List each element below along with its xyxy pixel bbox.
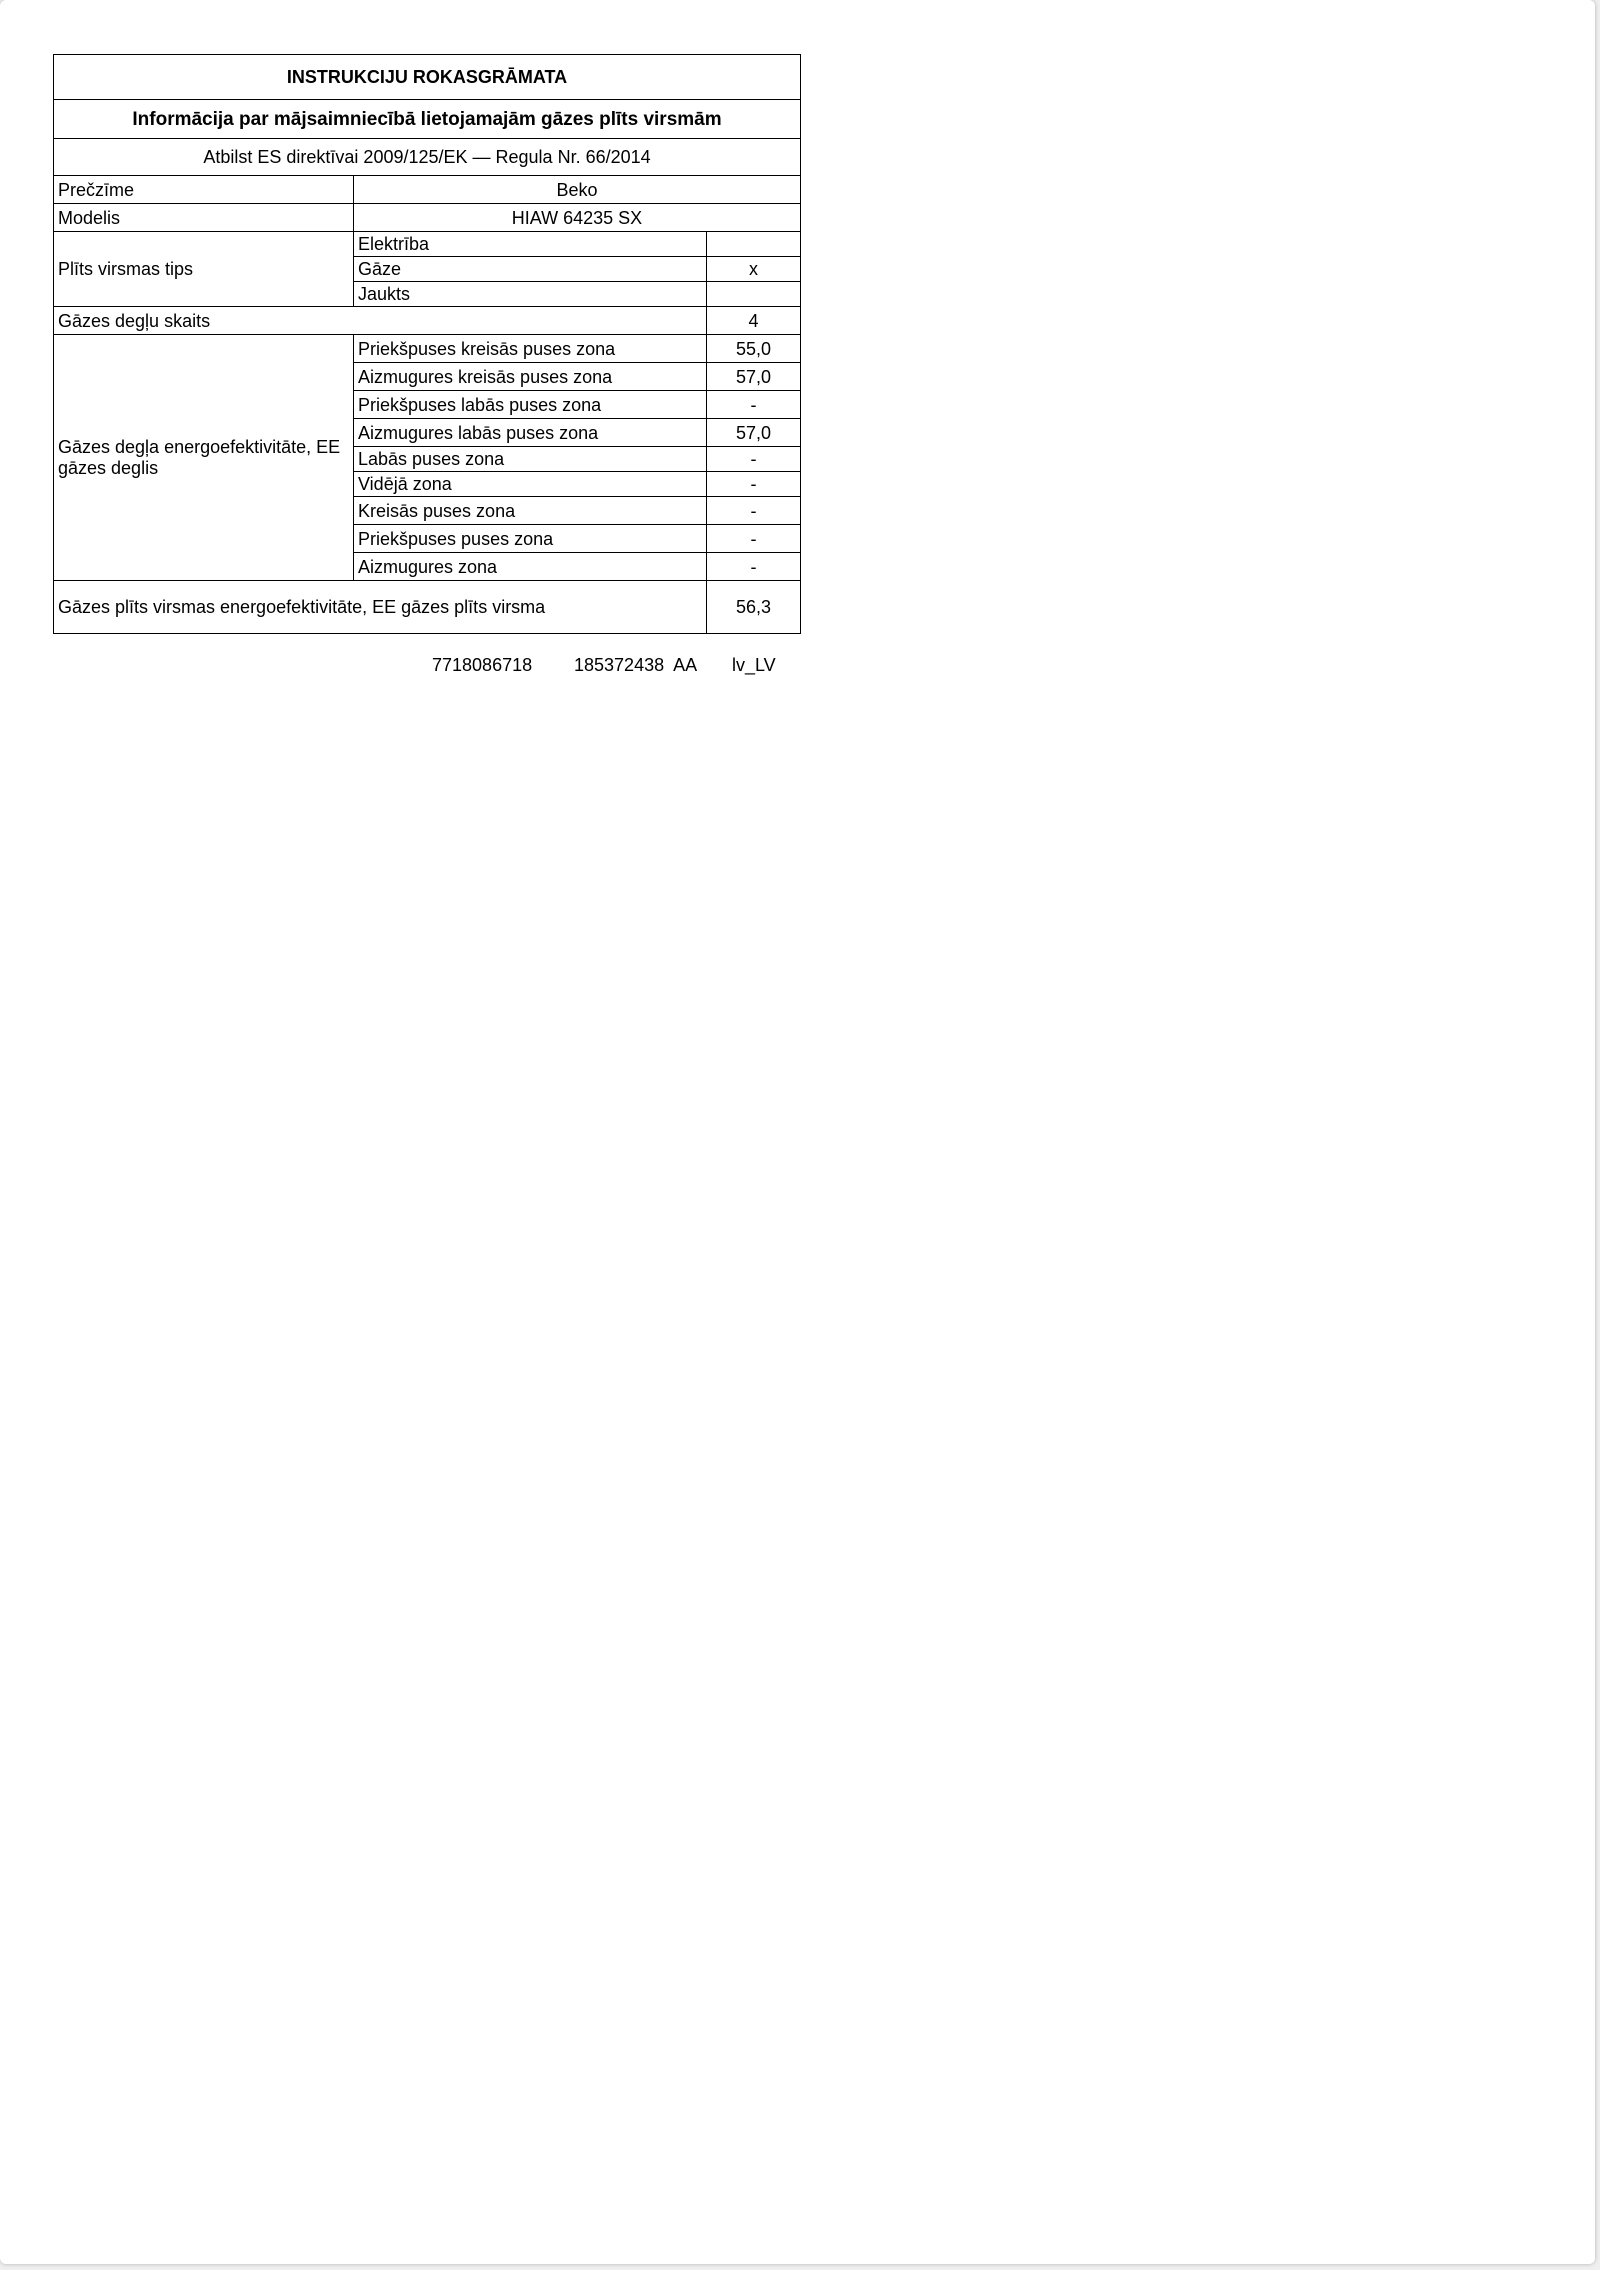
hob-type-option: Jaukts <box>354 282 707 307</box>
model-row <box>54 204 801 232</box>
zone-value: - <box>707 391 801 419</box>
zone-name: Vidējā zona <box>354 472 707 497</box>
product-info-table <box>53 54 801 634</box>
document-title: INSTRUKCIJU ROKASGRĀMATA <box>54 55 801 100</box>
hob-type-value <box>707 282 801 307</box>
hob-efficiency-value: 56,3 <box>707 581 801 634</box>
zone-name: Kreisās puses zona <box>354 497 707 525</box>
zone-name: Labās puses zona <box>354 447 707 472</box>
model-value: HIAW 64235 SX <box>354 204 801 232</box>
zone-name: Priekšpuses puses zona <box>354 525 707 553</box>
directive-text: Atbilst ES direktīvai 2009/125/EK — Regula Nr. 66/2014 <box>54 139 801 176</box>
zone-value: - <box>707 472 801 497</box>
document-subtitle: Informācija par mājsaimniecībā lietojamajām gāzes plīts virsmām <box>54 100 801 139</box>
burner-efficiency-label: Gāzes degļa energoefektivitāte, EE gāzes deglis <box>54 335 354 581</box>
zone-name: Aizmugures zona <box>354 553 707 581</box>
hob-type-value: x <box>707 257 801 282</box>
hob-efficiency-row <box>54 581 801 634</box>
zone-name: Priekšpuses labās puses zona <box>354 391 707 419</box>
hob-type-label: Plīts virsmas tips <box>54 232 354 307</box>
hob-efficiency-label: Gāzes plīts virsmas energoefektivitāte, EE gāzes plīts virsma <box>54 581 707 634</box>
zone-value: 57,0 <box>707 363 801 391</box>
zone-name: Aizmugures labās puses zona <box>354 419 707 447</box>
brand-row <box>54 176 801 204</box>
model-label: Modelis <box>54 204 354 232</box>
burner-count-label: Gāzes degļu skaits <box>54 307 707 335</box>
zone-value: 55,0 <box>707 335 801 363</box>
hob-type-option: Gāze <box>354 257 707 282</box>
footer-code-1: 7718086718 <box>432 655 533 675</box>
zone-value: - <box>707 497 801 525</box>
hob-type-row <box>54 232 801 257</box>
zone-value: 57,0 <box>707 419 801 447</box>
zone-name: Priekšpuses kreisās puses zona <box>354 335 707 363</box>
zone-value: - <box>707 525 801 553</box>
zone-value: - <box>707 553 801 581</box>
hob-type-option: Elektrība <box>354 232 707 257</box>
footer-locale: lv_LV <box>732 655 776 675</box>
zone-row <box>54 335 801 363</box>
hob-type-value <box>707 232 801 257</box>
brand-value: Beko <box>354 176 801 204</box>
footer-code-2: 185372438 AA <box>574 655 698 675</box>
title-row <box>54 55 801 100</box>
zone-value: - <box>707 447 801 472</box>
zone-name: Aizmugures kreisās puses zona <box>354 363 707 391</box>
directive-row <box>54 139 801 176</box>
burner-count-row <box>54 307 801 335</box>
subtitle-row <box>54 100 801 139</box>
brand-label: Prečzīme <box>54 176 354 204</box>
burner-count-value: 4 <box>707 307 801 335</box>
